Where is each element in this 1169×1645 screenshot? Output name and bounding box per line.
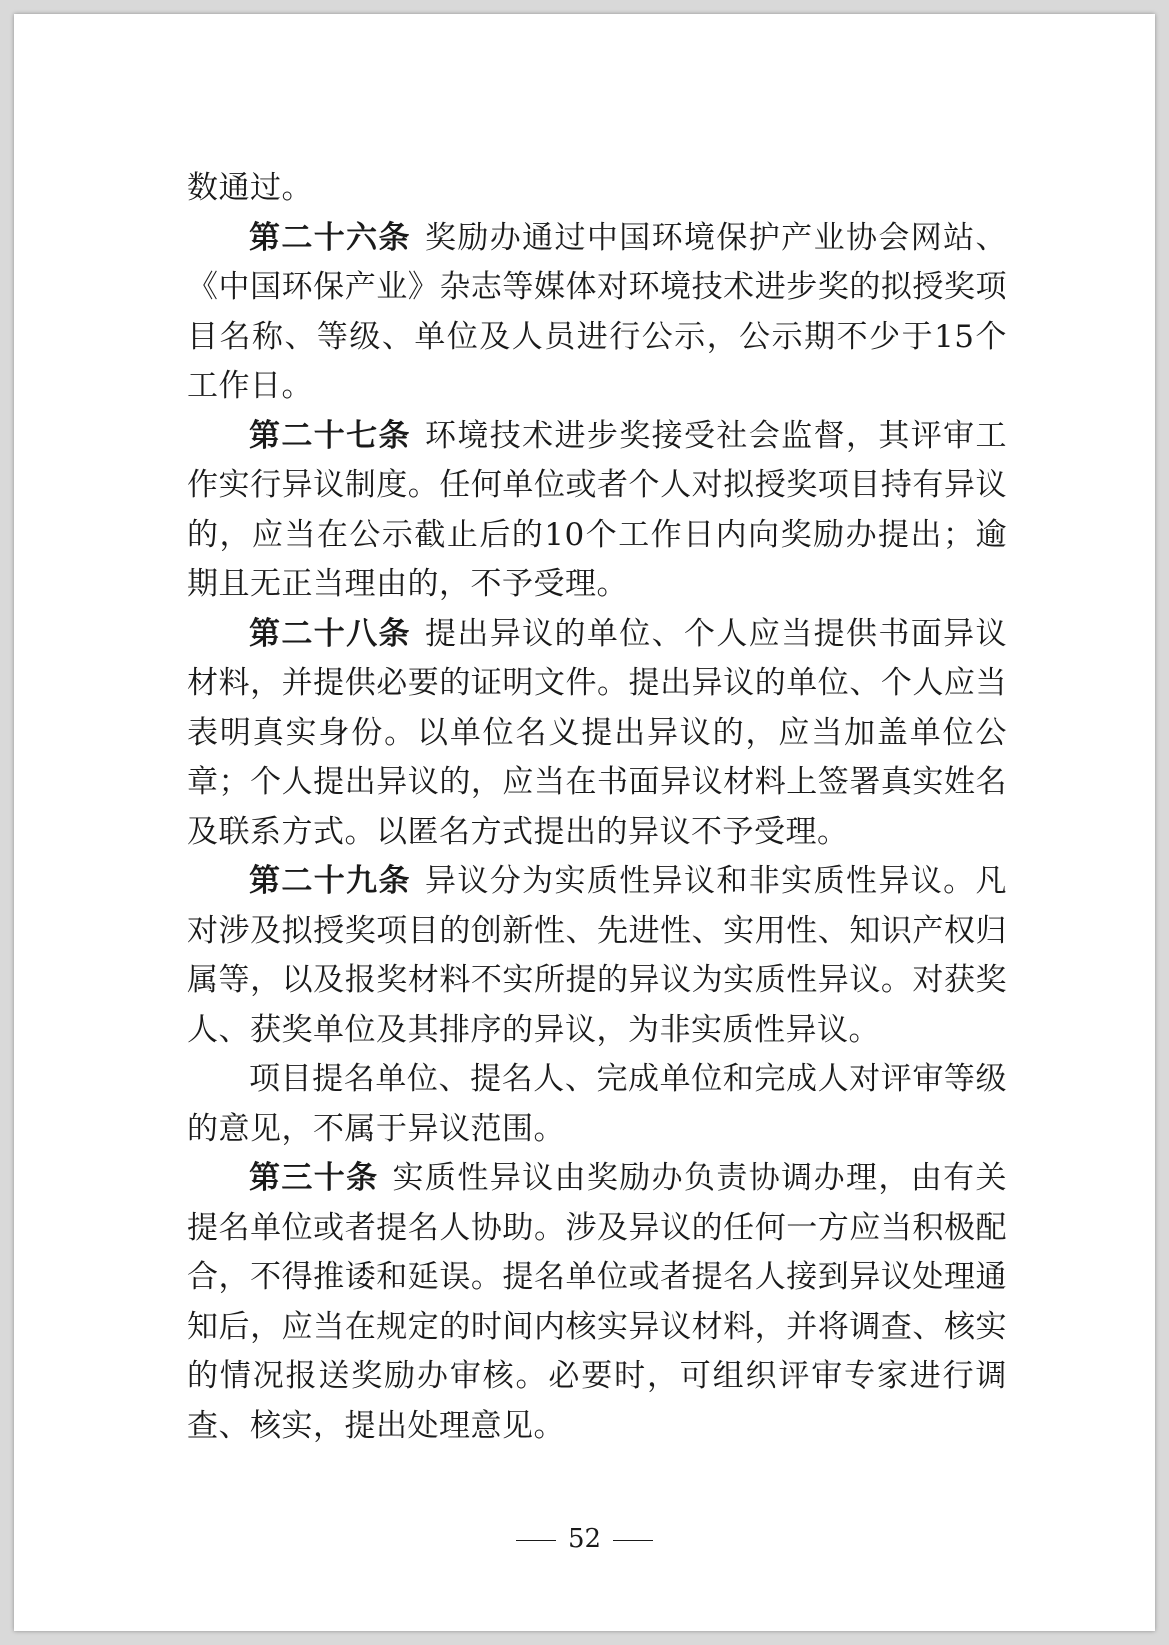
article-27 <box>187 412 1007 610</box>
footer-dash-right <box>613 1540 653 1541</box>
paragraph-continuation <box>187 164 1007 214</box>
article-text: 实质性异议由奖励办负责协调办理，由有关提名单位或者提名人协助。涉及异议的任何一方应当积极配合，不得推诿和延误。提名单位或者提名人接到异议处理通知后，应当在规定的时间内核实异议材料，并将调查、核实的情况报送奖励办审核。必要时，可组织评审专家进行调查、核实，提出处理意见。 <box>187 1160 1007 1444</box>
paragraph-text: 数通过。 <box>187 170 313 206</box>
article-text: 环境技术进步奖接受社会监督，其评审工作实行异议制度。任何单位或者个人对拟授奖项目持有异议的，应当在公示截止后的10个工作日内向奖励办提出；逾期且无正当理由的，不予受理。 <box>187 417 1008 602</box>
article-heading: 第二十七条 <box>249 417 411 454</box>
article-26 <box>187 214 1007 412</box>
article-29 <box>187 857 1007 1055</box>
page-footer <box>14 1524 1155 1554</box>
article-heading: 第二十九条 <box>249 863 411 899</box>
article-heading: 第二十六条 <box>249 219 411 256</box>
article-text: 异议分为实质性异议和非实质性异议。凡对涉及拟授奖项目的创新性、先进性、实用性、知识产权归属等，以及报奖材料不实所提的异议为实质性异议。对获奖人、获奖单位及其排序的异议，为非实质性异议。 <box>187 863 1008 1048</box>
article-heading: 第三十条 <box>249 1160 379 1196</box>
page-number: 52 <box>567 1524 602 1554</box>
footer-dash-left <box>516 1540 556 1541</box>
paragraph-text: 项目提名单位、提名人、完成单位和完成人对评审等级的意见，不属于异议范围。 <box>187 1061 1007 1147</box>
article-text: 奖励办通过中国环境保护产业协会网站、《中国环保产业》杂志等媒体对环境技术进步奖的拟授奖项目名称、等级、单位及人员进行公示，公示期不少于15个工作日。 <box>187 219 1008 404</box>
article-29-continued <box>187 1055 1007 1154</box>
article-heading: 第二十八条 <box>249 615 411 652</box>
article-28 <box>187 610 1007 858</box>
document-page <box>14 14 1155 1631</box>
article-30 <box>187 1154 1007 1451</box>
document-body <box>187 164 1007 1451</box>
article-text: 提出异议的单位、个人应当提供书面异议材料，并提供必要的证明文件。提出异议的单位、个人应当表明真实身份。以单位名义提出异议的，应当加盖单位公章；个人提出异议的，应当在书面异议材料上签署真实姓名及联系方式。以匿名方式提出的异议不予受理。 <box>187 615 1008 850</box>
